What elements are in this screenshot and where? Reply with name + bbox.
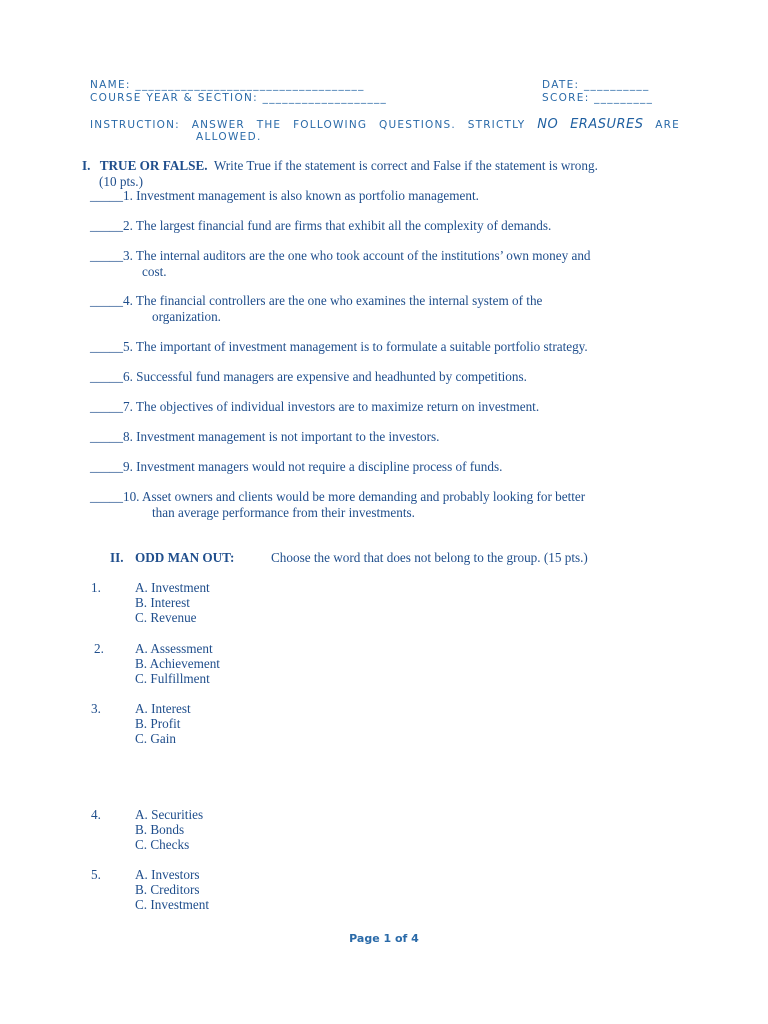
tf-item-4: _____4. The financial controllers are the one who examines the internal system of the <box>90 293 543 308</box>
name-field: NAME: ___________________________________ <box>90 79 365 91</box>
part2-title: ODD MAN OUT: <box>135 550 235 565</box>
instruction-line-2: ALLOWED. <box>196 131 262 143</box>
omo-option: A. Securities <box>135 807 204 822</box>
omo-option: C. Checks <box>135 837 190 852</box>
omo-option: B. Profit <box>135 716 181 731</box>
omo-question-number: 2. <box>94 641 104 656</box>
omo-option: B. Interest <box>135 595 190 610</box>
omo-option: C. Investment <box>135 897 209 912</box>
tf-item-10: _____10. Asset owners and clients would be more demanding and probably looking for better <box>90 489 586 504</box>
omo-option: B. Achievement <box>135 656 220 671</box>
tf-item-1: _____1. Investment management is also known as portfolio management. <box>90 188 479 203</box>
part1-points: (10 pts.) <box>99 174 143 189</box>
part1-numeral: I. <box>82 158 91 173</box>
tf-item-8: _____8. Investment management is not important to the investors. <box>90 429 440 444</box>
omo-option: A. Assessment <box>135 641 213 656</box>
omo-question-number: 4. <box>91 807 101 822</box>
tf-item-9: _____9. Investment managers would not require a discipline process of funds. <box>90 459 503 474</box>
omo-option: C. Fulfillment <box>135 671 210 686</box>
tf-item-2: _____2. The largest financial fund are firms that exhibit all the complexity of demands. <box>90 218 552 233</box>
part1-directions: Write True if the statement is correct and False if the statement is wrong. <box>213 158 598 173</box>
omo-option: C. Gain <box>135 731 177 746</box>
omo-option: A. Interest <box>135 701 191 716</box>
omo-option: C. Revenue <box>135 610 197 625</box>
omo-option: A. Investors <box>135 867 200 882</box>
omo-question-number: 5. <box>91 867 101 882</box>
part1-heading <box>82 158 598 174</box>
tf-item-5: _____5. The important of investment management is to formulate a suitable portfolio strategy. <box>90 339 588 354</box>
instruction-line <box>90 117 680 132</box>
omo-question-number: 1. <box>91 580 101 595</box>
page-number: Page 1 of 4 <box>349 932 419 945</box>
instruction-prefix: INSTRUCTION: ANSWER THE FOLLOWING QUESTIONS. STRICTLY <box>90 119 526 131</box>
part2-numeral: II. <box>110 550 124 565</box>
no-erasures-emphasis: NO ERASURES <box>537 117 644 132</box>
tf-item-10-cont: than average performance from their investments. <box>152 505 415 520</box>
part2-directions: Choose the word that does not belong to the group. (15 pts.) <box>271 550 588 565</box>
tf-item-7: _____7. The objectives of individual investors are to maximize return on investment. <box>90 399 540 414</box>
omo-option: A. Investment <box>135 580 210 595</box>
date-field: DATE: __________ <box>542 79 650 91</box>
tf-item-6: _____6. Successful fund managers are expensive and headhunted by competitions. <box>90 369 527 384</box>
tf-item-3: _____3. The internal auditors are the one who took account of the institutions’ own money and <box>90 248 591 263</box>
omo-question-number: 3. <box>91 701 101 716</box>
part1-title: TRUE OR FALSE. <box>99 158 208 173</box>
omo-option: B. Creditors <box>135 882 200 897</box>
score-field: SCORE: _________ <box>542 92 654 104</box>
tf-item-3-cont: cost. <box>142 264 167 279</box>
omo-option: B. Bonds <box>135 822 185 837</box>
course-section-field: COURSE YEAR & SECTION: ___________________ <box>90 92 388 104</box>
tf-item-4-cont: organization. <box>152 309 221 324</box>
instruction-suffix: ARE <box>655 119 681 131</box>
